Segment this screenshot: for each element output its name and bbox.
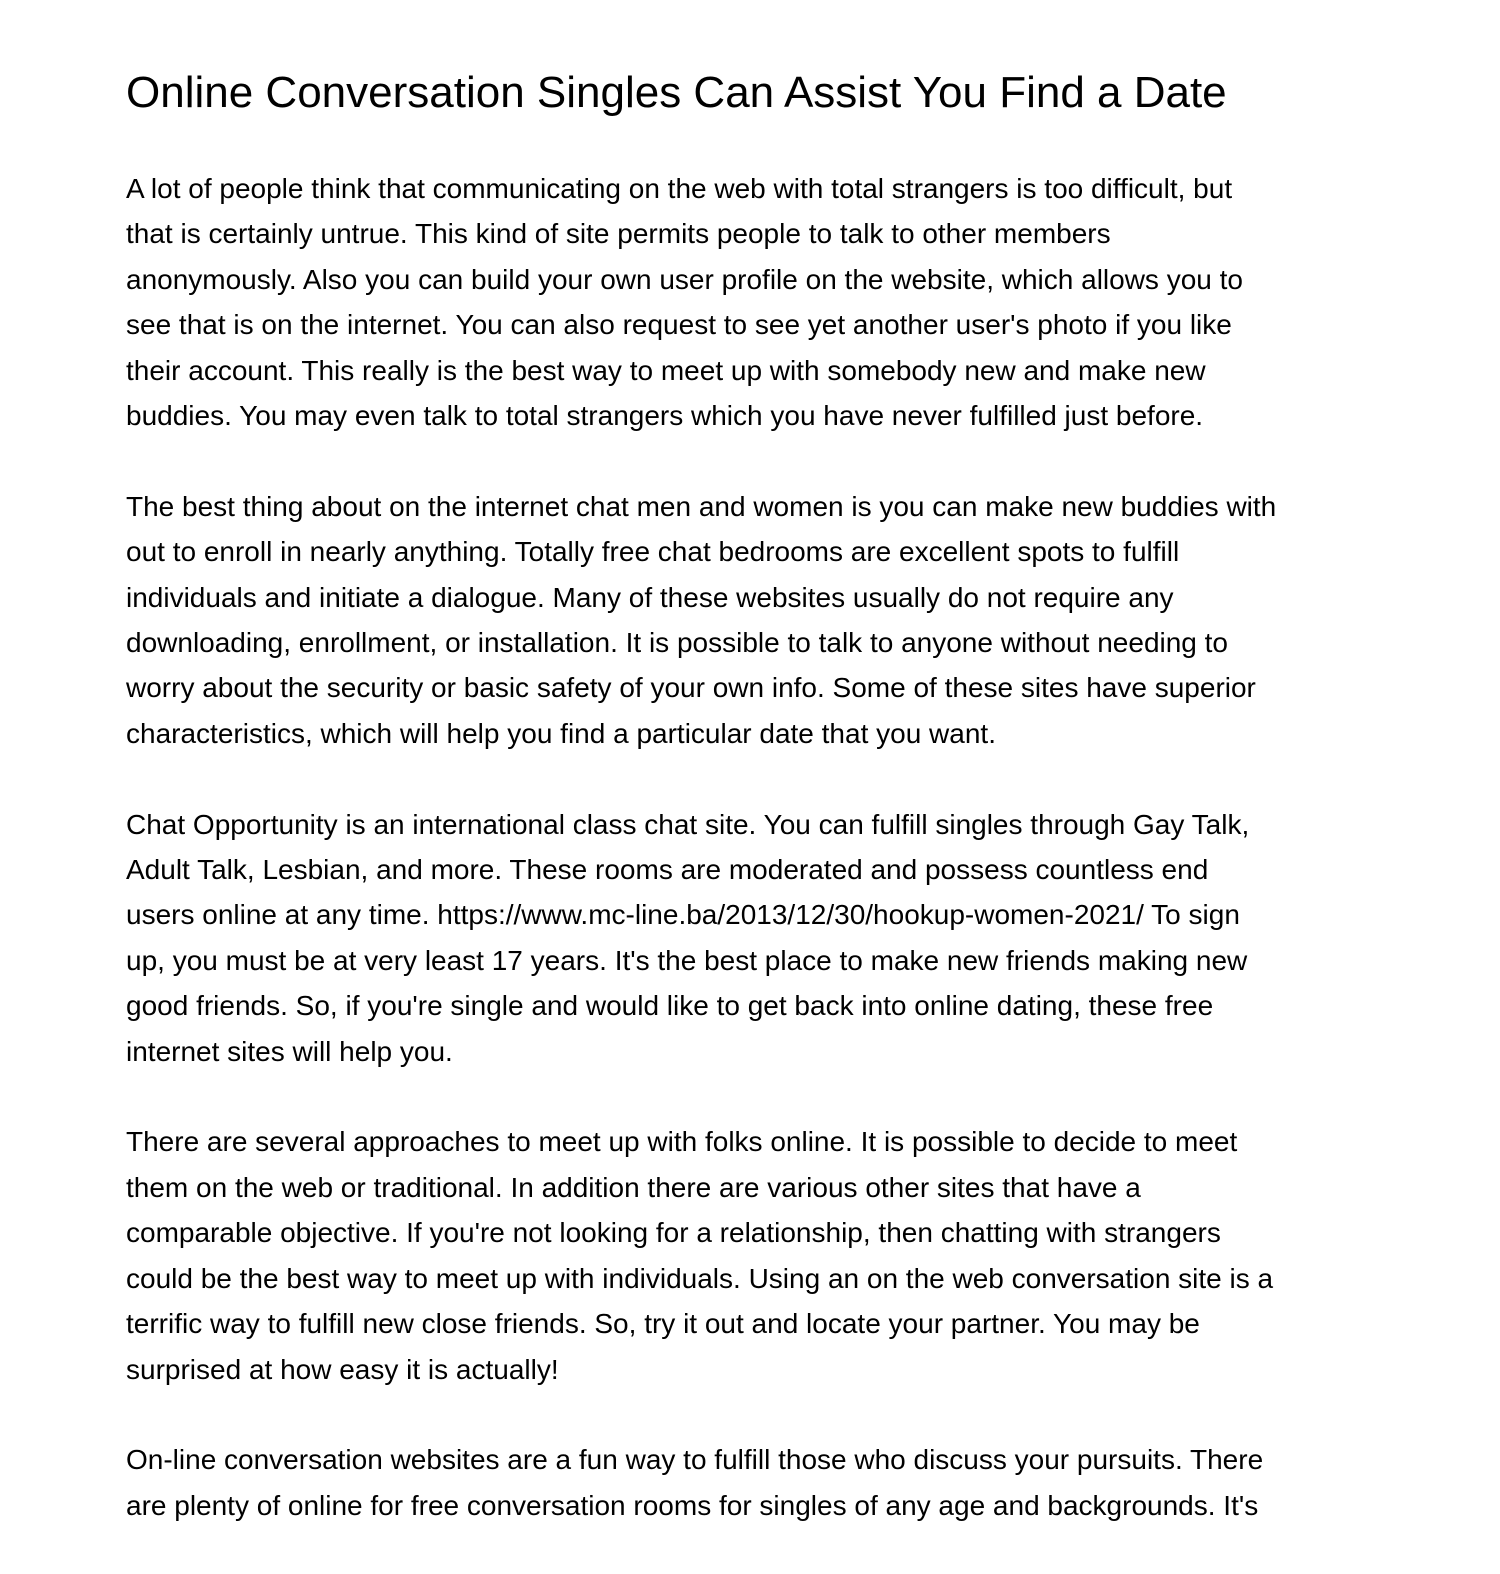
text-line: A lot of people think that communicating on the web with total strangers is too difficult, but xyxy=(126,173,1233,204)
text-line: them on the web or traditional. In addition there are various other sites that have a xyxy=(126,1171,1141,1203)
text-line: out to enroll in nearly anything. Totally free chat bedrooms are excellent spots to fulfill xyxy=(126,536,1180,568)
paragraph-4 xyxy=(126,1119,1386,1391)
text-line: internet sites will help you. xyxy=(126,1035,453,1067)
text-line: comparable objective. If you're not looking for a relationship, then chatting with strangers xyxy=(126,1217,1221,1249)
text-line: There are several approaches to meet up with folks online. It is possible to decide to meet xyxy=(126,1126,1238,1158)
text-line: are plenty of online for free conversation rooms for singles of any age and backgrounds. It's xyxy=(126,1489,1259,1521)
text-line: Chat Opportunity is an international class chat site. You can fulfill singles through Gay Talk, xyxy=(126,808,1250,840)
text-line: buddies. You may even talk to total strangers which you have never fulfilled just before. xyxy=(126,400,1204,432)
text-line: their account. This really is the best way to meet up with somebody new and make new xyxy=(126,354,1206,386)
text-line: On-line conversation websites are a fun way to fulfill those who discuss your pursuits. There xyxy=(126,1444,1264,1476)
text-line: see that is on the internet. You can also request to see yet another user's photo if you like xyxy=(126,309,1232,341)
text-line: anonymously. Also you can build your own user profile on the website, which allows you to xyxy=(126,263,1243,295)
text-line: surprised at how easy it is actually! xyxy=(126,1353,559,1385)
text-line-with-url: users online at any time. https://www.mc-line.ba/2013/12/30/hookup-women-2021/ To sign xyxy=(126,899,1240,931)
text-line: up, you must be at very least 17 years. It's the best place to make new friends making new xyxy=(126,944,1248,976)
paragraph-1 xyxy=(126,166,1386,438)
paragraph-2 xyxy=(126,484,1386,756)
text-line: characteristics, which will help you find a particular date that you want. xyxy=(126,717,996,749)
text-line: downloading, enrollment, or installation. It is possible to talk to anyone without needing to xyxy=(126,627,1229,659)
paragraph-3 xyxy=(126,802,1386,1074)
text-line: that is certainly untrue. This kind of site permits people to talk to other members xyxy=(126,218,1111,250)
document-title: Online Conversation Singles Can Assist You Find a Date xyxy=(126,68,1227,117)
text-line: individuals and initiate a dialogue. Many of these websites usually do not require any xyxy=(126,581,1174,613)
text-line: good friends. So, if you're single and would like to get back into online dating, these free xyxy=(126,990,1214,1022)
text-line: terrific way to fulfill new close friends. So, try it out and locate your partner. You may be xyxy=(126,1308,1200,1340)
text-line: The best thing about on the internet chat men and women is you can make new buddies with xyxy=(126,490,1277,522)
text-line: worry about the security or basic safety of your own info. Some of these sites have superior xyxy=(126,672,1256,704)
text-line: could be the best way to meet up with individuals. Using an on the web conversation site is a xyxy=(126,1262,1274,1294)
paragraph-5 xyxy=(126,1437,1386,1528)
text-line: Adult Talk, Lesbian, and more. These rooms are moderated and possess countless end xyxy=(126,854,1209,886)
document-body xyxy=(126,166,1386,1574)
